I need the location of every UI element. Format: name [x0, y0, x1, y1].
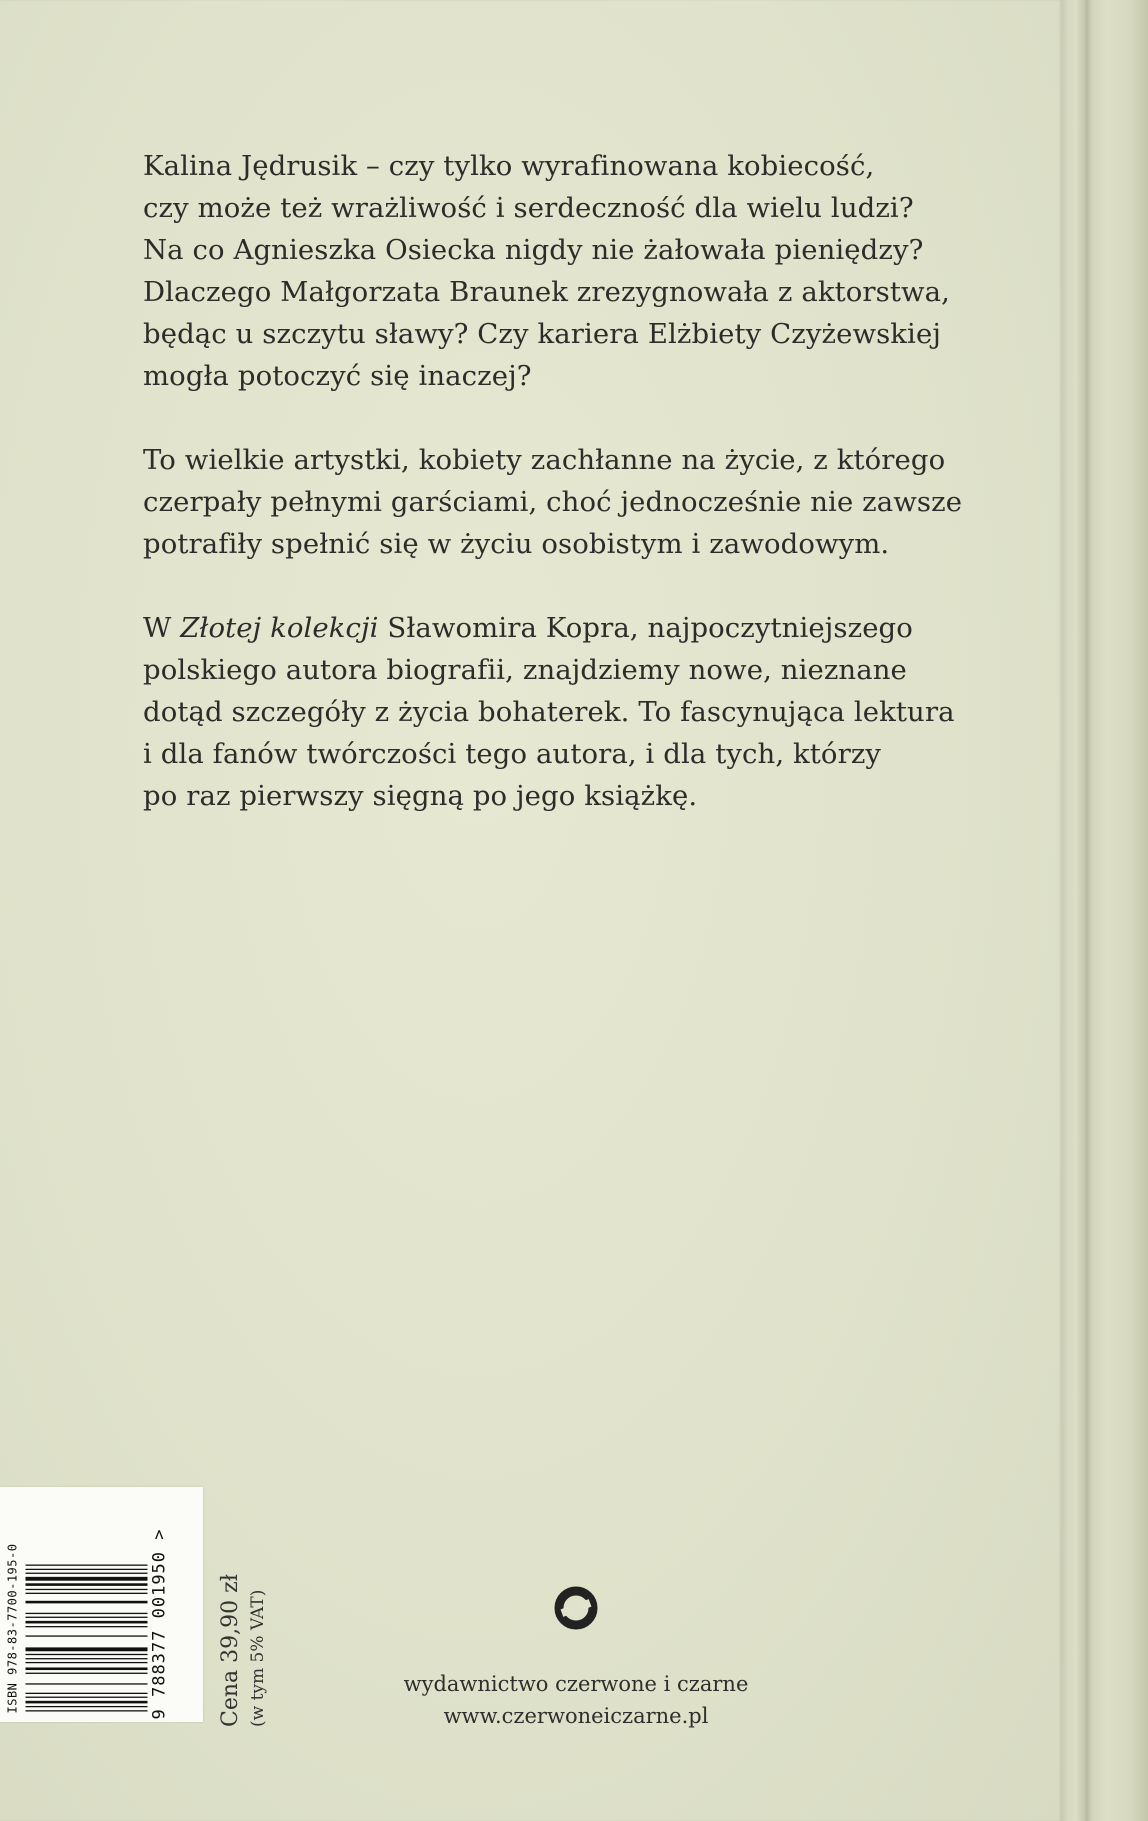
blurb-p3-rest: Sławomira Kopra, najpoczytniejszego polskiego autora biografii, znajdziemy nowe, nieznane dotąd szczegóły z życia bohaterek. To fascynująca lektura i dla fanów twórczości tego autora, i dla tych, którzy po raz pierwszy sięgną po jego książkę.: [143, 612, 955, 812]
barcode-bar: [26, 1626, 148, 1627]
barcode-bar: [26, 1601, 148, 1604]
barcode-bar: [26, 1710, 148, 1711]
barcode-bar: [26, 1673, 148, 1674]
barcode-bar: [26, 1635, 148, 1636]
barcode-bar: [26, 1706, 148, 1707]
barcode-bars: [26, 1537, 148, 1712]
barcode-bar: [26, 1593, 148, 1594]
blurb-paragraph-3: [143, 607, 1003, 817]
barcode-bar: [26, 1589, 148, 1590]
barcode-bar: [26, 1617, 148, 1618]
publisher-url: www.czerwoneiczarne.pl: [443, 1704, 709, 1728]
barcode-bar: [26, 1701, 148, 1704]
isbn-number: ISBN 978-83-7700-195-0: [5, 1543, 20, 1714]
barcode-bar: [26, 1621, 148, 1624]
barcode-bar: [26, 1658, 148, 1659]
barcode-rotated: [0, 1487, 203, 1722]
cover-hinge: [1062, 0, 1148, 1821]
barcode-bar: [26, 1583, 148, 1586]
blurb-p3-start: W: [143, 612, 181, 644]
barcode-digits: 9 788377 001950 >: [149, 1528, 170, 1720]
price-block: [208, 1500, 288, 1730]
publisher-name: wydawnictwo czerwone i czarne: [403, 1672, 749, 1696]
publisher-ring-logo-icon: [551, 1583, 601, 1633]
barcode-bar: [26, 1667, 148, 1670]
barcode-bar: [26, 1573, 148, 1574]
price-label: Cena 39,90 zł: [218, 1574, 243, 1727]
price-rotated: [216, 1497, 270, 1727]
barcode-bar: [26, 1647, 148, 1651]
barcode-bar: [26, 1683, 148, 1684]
publisher-info: [360, 1668, 792, 1732]
blurb-paragraph-2: To wielkie artystki, kobiety zachłanne na życie, z którego czerpały pełnymi garściami, choć jednocześnie nie zawsze potrafiły spełnić się w życiu osobistym i zawodowym.: [143, 444, 963, 560]
blurb-paragraph-1: Kalina Jędrusik – czy tylko wyrafinowana kobiecość, czy może też wrażliwość i serdeczność dla wielu ludzi? Na co Agnieszka Osiecka nigdy nie żałowała pieniędzy? Dlaczego Małgorzata Braunek zrezygnowała z aktorstwa, będąc u szczytu sławy? Czy kariera Elżbiety Czyżewskiej mogła potoczyć się inaczej?: [143, 150, 950, 392]
barcode-bar: [26, 1577, 148, 1581]
series-title: Złotej kolekcji: [180, 612, 379, 644]
barcode-sticker: [0, 1487, 203, 1722]
barcode-bar: [26, 1693, 148, 1694]
barcode-bar: [26, 1697, 148, 1698]
vat-note: (w tym 5% VAT): [248, 1589, 268, 1727]
barcode-bar: [26, 1662, 148, 1663]
barcode-bar: [26, 1654, 148, 1655]
blurb-text: [143, 145, 1003, 859]
barcode-bar: [26, 1565, 148, 1566]
barcode-bar: [26, 1613, 148, 1614]
barcode-bar: [26, 1569, 148, 1570]
